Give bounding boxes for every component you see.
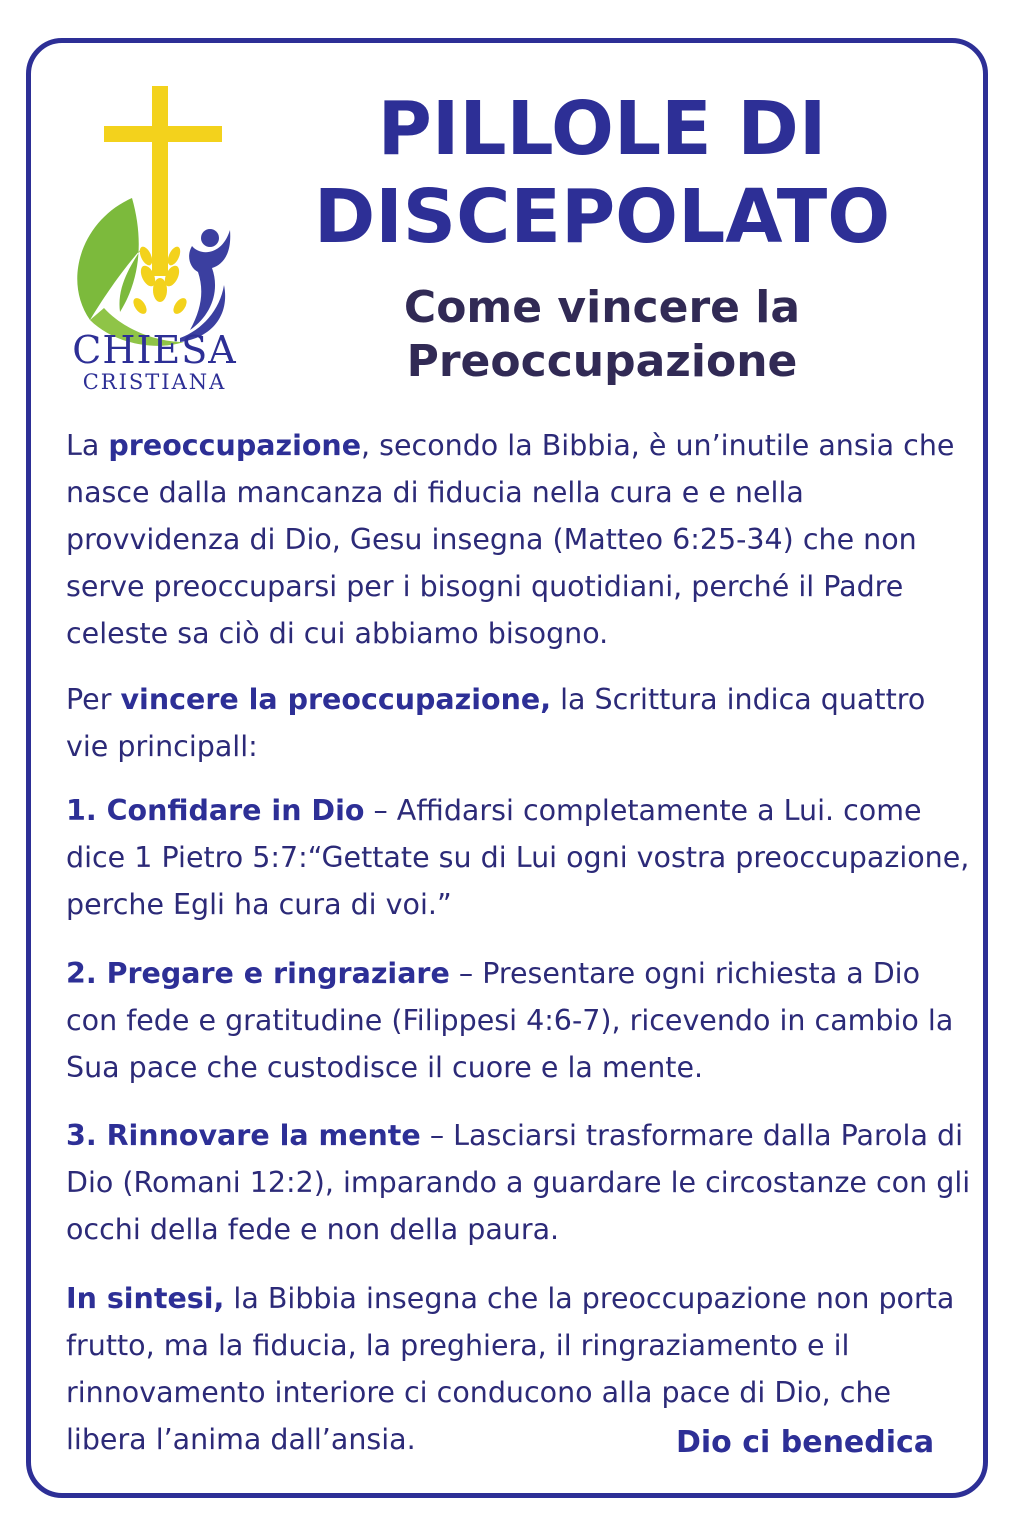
point-2-heading: 2. Pregare e ringraziare — [66, 957, 450, 990]
summary-paragraph: In sintesi, la Bibbia insegna che la preoccupazione non porta frutto, ma la fiducia, la preghiera, il ringraziamento e il rinnovamento interiore ci conducono alla pace di Dio, che libera l’anima dall’ansia. — [66, 1282, 955, 1456]
ways-keyword: vincere la preoccupazione, — [120, 683, 552, 716]
point-3: 3. Rinnovare la mente – Lasciarsi trasformare dalla Parola di Dio (Romani 12:2), imparando a guardare le circostanze con gli occhi della fede e non della paura. — [66, 1119, 971, 1246]
point-2: 2. Pregare e ringraziare – Presentare ogni richiesta a Dio con fede e gratitudine (Filippesi 4:6-7), ricevendo in cambio la Sua pace che custodisce il cuore e la mente. — [66, 957, 954, 1084]
subtitle-line2: Preoccupazione — [406, 336, 798, 387]
point-1-heading: 1. Confidare in Dio — [66, 794, 365, 827]
title-line2: DISCEPOLATO — [313, 174, 891, 260]
title-line1: PILLOLE DI — [377, 86, 827, 172]
leaf-icon — [77, 198, 142, 320]
logo-text-line2: CRISTIANA — [82, 370, 227, 394]
cross-logo-icon — [152, 86, 168, 276]
subtitle-line1: Come vincere la — [403, 282, 801, 333]
summary-keyword: In sintesi, — [66, 1282, 225, 1315]
point-1: 1. Confidare in Dio – Affidarsi completamente a Lui. come dice 1 Pietro 5:7:“Gettate su di Lui ogni vostra preoccupazione, perche Egli ha cura di voi.” — [66, 794, 970, 921]
point-3-heading: 3. Rinnovare la mente — [66, 1119, 421, 1152]
intro-keyword: preoccupazione — [108, 429, 362, 462]
intro-paragraph: La preoccupazione, secondo la Bibbia, è un’inutile ansia che nasce dalla mancanza di fiducia nella cura e e nella provvidenza di Dio, Gesu insegna (Matteo 6:25-34) che non serve preoccuparsi per i bisogni quotidiani, perché il Padre celeste sa ciò di cui abbiamo bisogno. — [66, 429, 955, 650]
closing-blessing: Dio ci benedica — [676, 1425, 935, 1460]
logo-text-line1: CHIESA — [72, 328, 237, 372]
ways-intro-paragraph: Per vincere la preoccupazione, la Scrittura indica quattro vie principall: — [66, 683, 926, 763]
person-icon — [180, 229, 230, 342]
